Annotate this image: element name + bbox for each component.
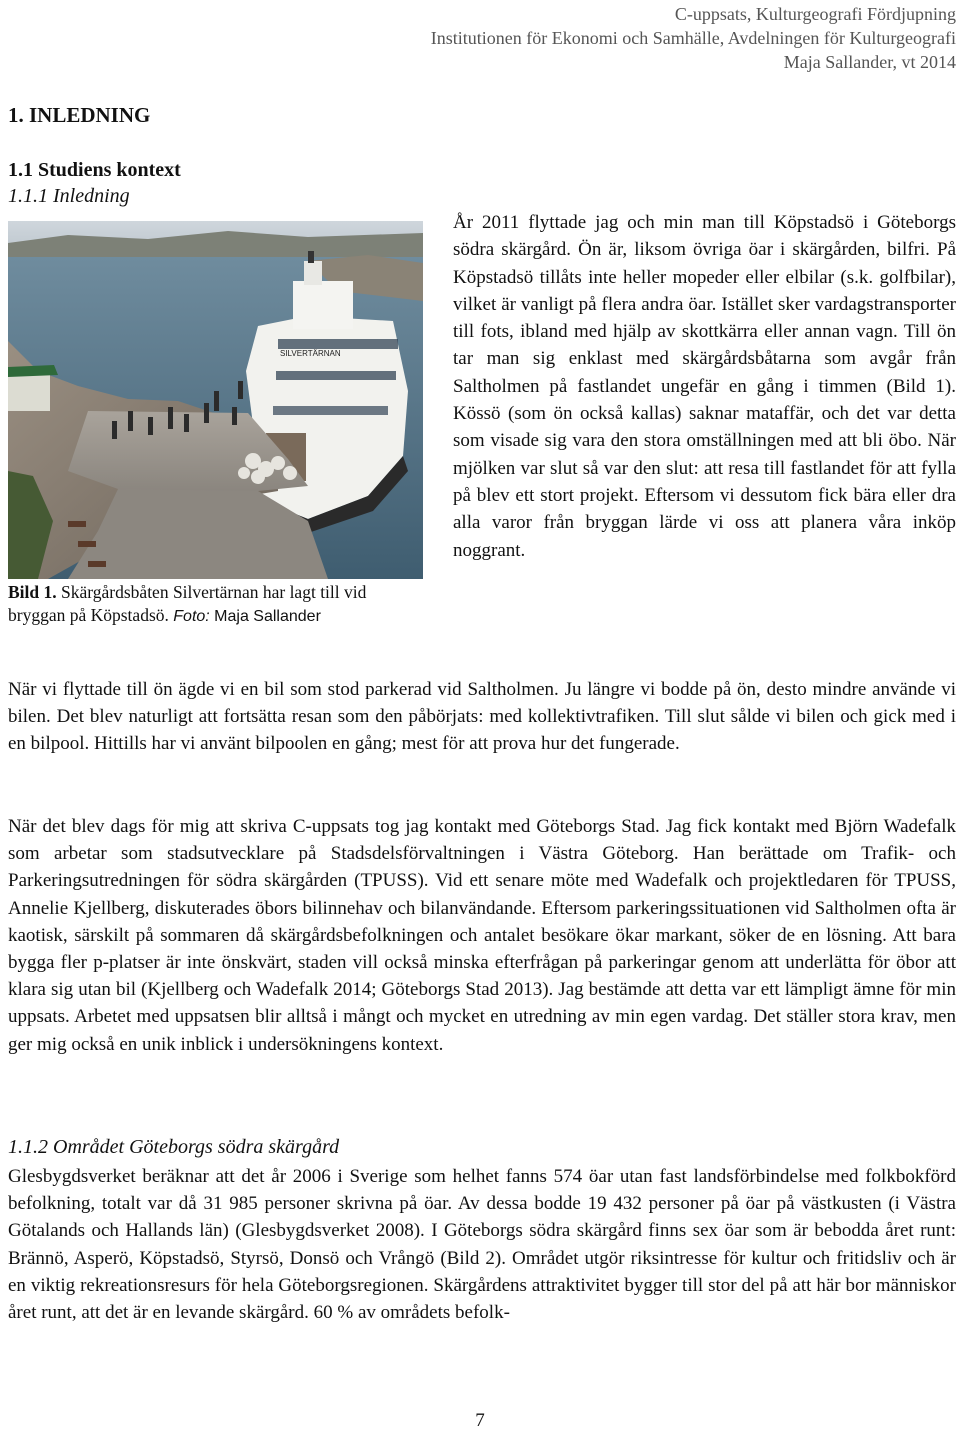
caption-source: Maja Sallander — [209, 608, 321, 625]
intro-paragraph: År 2011 flyttade jag och min man till Köpstadsö i Göteborgs södra skärgård. Ön är, liksom övriga öar i skärgården, bilfri. På Köpstadsö tillåts inte heller mopeder eller elbilar (s.k. golfbilar), vilket är vanligt på flera andra öar. Istället sker vardagstransporter till fots, ibland med hjälp av skottkärra eller annan vagn. Till ön tar man sig enklast med skärgårdsbåtarna som avgår från Saltholmen på fastlandet ungefär en gång i timmen (Bild 1). Kössö (som ön också kallas) saknar mataffär, och det var detta som visade sig vara den stora omställningen med att bli öbo. När mjölken var slut så var den slut: att resa till fastlandet för att fylla på blev ett stort projekt. Eftersom vi dessutom fick bära eller dra alla varor från bryggan lärde vi oss att planera våra inköp noggrant. — [453, 212, 956, 561]
shed — [8, 371, 50, 411]
figure-caption — [8, 581, 428, 628]
page-number: 7 — [475, 1410, 485, 1431]
paragraph-car: När vi flyttade till ön ägde vi en bil som stod parkerad vid Saltholmen. Ju längre vi bodde på ön, desto mindre använde vi bilen. Det blev naturligt att fortsätta resan som den påbörjats: med kollektivtrafiken. Till slut sålde vi bilen och gick med i en bilpool. Hittills har vi använt bilpoolen en gång; mest för att prova hur det fungerade. — [8, 679, 956, 755]
subsection-heading-2: 1.1.2 Området Göteborgs södra skärgård — [8, 1136, 340, 1158]
chapter-heading: 1. INLEDNING — [8, 103, 151, 127]
caption-text: Skärgårdsbåten Silvertärnan har lagt till vid bryggan på Köpstadsö. — [8, 582, 367, 625]
section-heading: 1.1 Studiens kontext — [8, 159, 181, 181]
header-line-institution: Institutionen för Ekonomi och Samhälle, Avdelningen för Kulturgeografi — [430, 28, 956, 48]
paragraph-thesis-topic: När det blev dags för mig att skriva C-uppsats tog jag kontakt med Göteborgs Stad. Jag fick kontakt med Björn Wadefalk som arbetar som stadsutvecklare på Stadsdelsförvaltningen i Västra Göteborg. Han berättade om Trafik- och Parkeringsutredningen för södra skärgården (TPUSS). Vid ett senare möte med Wadefalk och projektledaren för TPUSS, Annelie Kjellberg, diskuterades öbors bilinnehav och bilanvändande. Eftersom parkeringssituationen vid Saltholmen ofta är kaotisk, särskilt på sommaren då skärgårdsbefolkningen och antalet besökare ökar markant, söker de en lösning. Att bara bygga fler p-platser är inte önskvärt, staden vill också minska efterfrågan på parkeringar genom att underlätta för öbor att klara sig utan bil (Kjellberg och Wadefalk 2014; Göteborgs Stad 2013). Jag bestämde att detta var ett lämpligt ämne för min uppsats. Arbetet med uppsatsen blir alltså i mångt och mycket en utredning av min egen vardag. Det ställer stora krav, men ger mig också en unik inblick i undersökningens kontext. — [8, 816, 956, 1055]
caption-number: Bild 1. — [8, 582, 57, 602]
running-header — [431, 2, 956, 74]
header-line-author: Maja Sallander, vt 2014 — [783, 52, 956, 72]
ferry-photo — [8, 221, 423, 579]
subsection-heading: 1.1.1 Inledning — [8, 185, 130, 207]
paragraph-archipelago: Glesbygdsverket beräknar att det år 2006 i Sverige som helhet fanns 574 öar utan fast landsförbindelse med folkbokförd befolkning, totalt var då 31 985 personer skrivna på öar. Av dessa bodde 19 432 personer på öar på västkusten (i Västra Götalands och Hallands län) (Glesbygdsverket 2008). I Göteborgs södra skärgård finns sex öar som är bebodda året runt: Brännö, Asperö, Köpstadsö, Styrsö, Donsö och Vrångö (Bild 2). Området utgör riksintresse för kultur och fritidsliv och är en viktig rekreationsresurs för hela Göteborgsregionen. Skärgårdens attraktivitet bygger till stor del på att här bor människor året runt, att det är en levande skärgård. 60 % av områdets befolk- — [8, 1166, 956, 1324]
ferry-name-label: SILVERTÄRNAN — [280, 349, 341, 358]
caption-source-label: Foto: — [173, 608, 210, 625]
header-line-course: C-uppsats, Kulturgeografi Fördjupning — [674, 4, 956, 24]
